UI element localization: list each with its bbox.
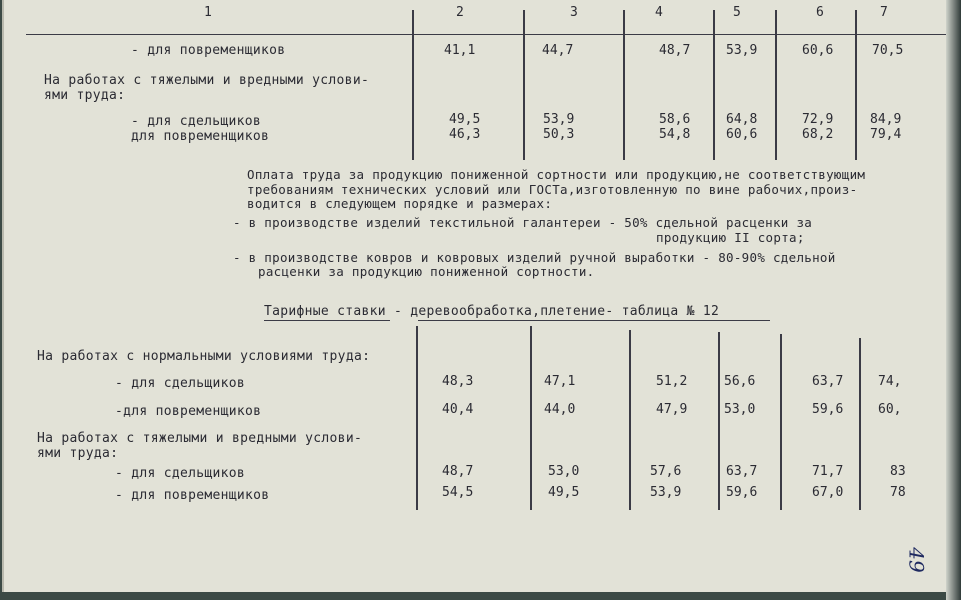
cell: 47,1: [544, 374, 576, 389]
section-label: На работах с тяжелыми и вредными услови-: [37, 431, 363, 446]
cell: 53,9: [543, 112, 575, 127]
cell: 84,9: [870, 112, 902, 127]
cell: 50,3: [543, 127, 575, 142]
table1-rule: [623, 10, 625, 160]
cell: 54,8: [659, 127, 691, 142]
table1-rule: [775, 10, 777, 160]
header-rule: [26, 34, 946, 35]
table2-rule: [780, 334, 782, 510]
col-header-6: 6: [816, 5, 825, 20]
col-header-4: 4: [655, 5, 664, 20]
cell: 63,7: [812, 374, 844, 389]
table1-rule: [523, 10, 525, 160]
cell: 59,6: [812, 402, 844, 417]
cell: 58,6: [659, 112, 691, 127]
cell: 49,5: [449, 112, 481, 127]
section-label: ями труда:: [37, 446, 119, 461]
cell: 63,7: [726, 464, 758, 479]
table2-rule: [859, 338, 861, 510]
bullet-line: - в производстве изделий текстильной галантереи - 50% сдельной расценки за: [233, 215, 813, 230]
cell: 60,: [878, 402, 902, 417]
cell: 48,7: [442, 464, 474, 479]
row-label-time: для повременщиков: [131, 129, 270, 144]
col-header-1: 1: [204, 5, 213, 20]
cell: 53,9: [726, 43, 758, 58]
col-header-7: 7: [880, 5, 889, 20]
cell: 71,7: [812, 464, 844, 479]
cell: 67,0: [812, 485, 844, 500]
cell: 41,1: [444, 43, 476, 58]
title-underline: [418, 320, 770, 321]
cell: 68,2: [802, 127, 834, 142]
row-label-piece: - для сдельщиков: [115, 466, 246, 481]
cell: 53,0: [548, 464, 580, 479]
bullet-line: расценки за продукцию пониженной сортности.: [258, 264, 595, 279]
paragraph-line: требованиям технических условий или ГОСТа,изготовленную по вине рабочих,произ-: [247, 182, 858, 197]
col-header-2: 2: [456, 5, 465, 20]
cell: 48,3: [442, 374, 474, 389]
cell: 51,2: [656, 374, 688, 389]
cell: 46,3: [449, 127, 481, 142]
document-page: [2, 0, 948, 592]
bullet-line: продукцию II сорта;: [656, 230, 805, 245]
cell: 70,5: [872, 43, 904, 58]
cell: 44,7: [542, 43, 574, 58]
table2-rule: [718, 332, 720, 510]
row-label-piece: - для сдельщиков: [131, 114, 262, 129]
cell: 57,6: [650, 464, 682, 479]
cell: 48,7: [659, 43, 691, 58]
cell: 79,4: [870, 127, 902, 142]
cell: 54,5: [442, 485, 474, 500]
cell: 83: [890, 464, 906, 479]
page-number: 49: [904, 547, 929, 573]
paragraph-line: Оплата труда за продукцию пониженной сортности или продукцию,не соответствующим: [247, 167, 866, 182]
cell: 60,6: [802, 43, 834, 58]
cell: 40,4: [442, 402, 474, 417]
table2-rule: [416, 326, 418, 510]
row-label-time: - для повременщиков: [115, 488, 270, 503]
table-title: Тарифные ставки - деревообработка,плетение- таблица № 12: [264, 304, 720, 319]
col-header-3: 3: [570, 5, 579, 20]
bullet-line: - в производстве ковров и ковровых изделий ручной выработки - 80-90% сдельной: [233, 250, 836, 265]
row-label-piece: - для сдельщиков: [115, 376, 246, 391]
table2-rule: [629, 330, 631, 510]
cell: 47,9: [656, 402, 688, 417]
cell: 72,9: [802, 112, 834, 127]
table1-rule: [713, 10, 715, 160]
table1-rule: [855, 10, 857, 160]
table2-rule: [530, 326, 532, 510]
cell: 64,8: [726, 112, 758, 127]
row-label-time: -для повременщиков: [115, 404, 262, 419]
cell: 78: [890, 485, 906, 500]
row-label-time: - для повременщиков: [131, 43, 286, 58]
title-underline: [264, 320, 390, 321]
cell: 49,5: [548, 485, 580, 500]
cell: 56,6: [724, 374, 756, 389]
cell: 53,9: [650, 485, 682, 500]
section-label: На работах с тяжелыми и вредными услови-: [44, 73, 370, 88]
paragraph-line: водится в следующем порядке и размерах:: [247, 196, 553, 211]
cell: 53,0: [724, 402, 756, 417]
table1-rule: [412, 10, 414, 160]
cell: 60,6: [726, 127, 758, 142]
scan-edge: [946, 0, 961, 600]
cell: 44,0: [544, 402, 576, 417]
cell: 59,6: [726, 485, 758, 500]
cell: 74,: [878, 374, 902, 389]
section-label: На работах с нормальными условиями труда:: [37, 349, 371, 364]
col-header-5: 5: [733, 5, 742, 20]
section-label: ями труда:: [44, 88, 126, 103]
